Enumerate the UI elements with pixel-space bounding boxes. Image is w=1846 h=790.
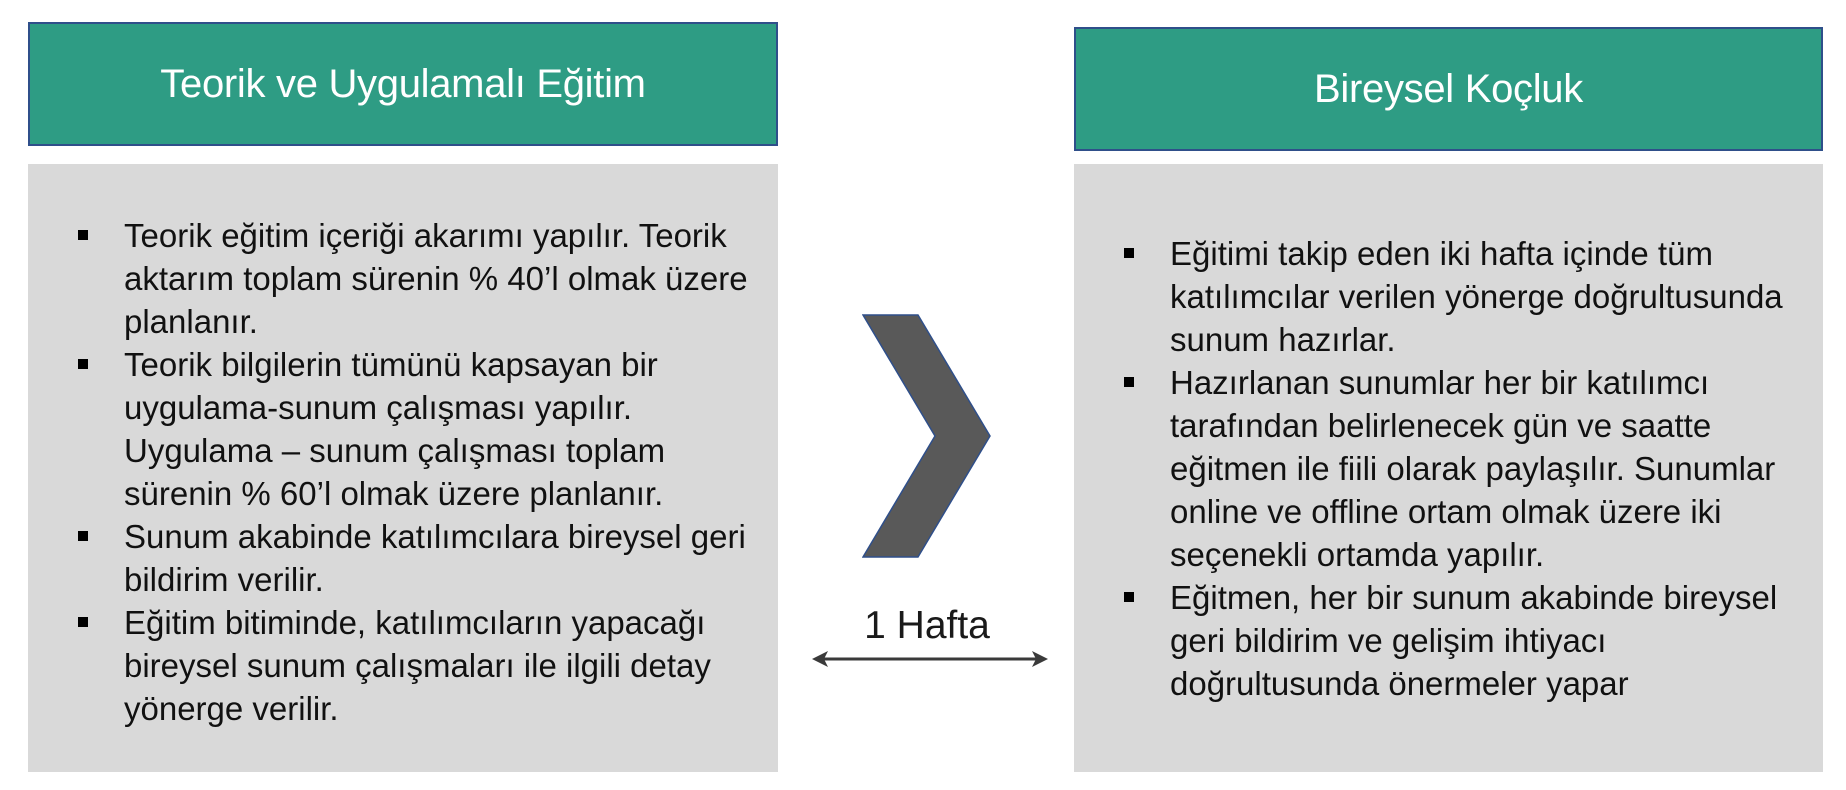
left-bullet-list	[94, 214, 774, 730]
right-stage-panel	[1074, 164, 1823, 772]
left-bullet-item: Sunum akabinde katılımcılara bireysel geri bildirim verilir.	[94, 515, 774, 601]
left-bullet-item: Teorik eğitim içeriği akarımı yapılır. Teorik aktarım toplam sürenin % 40’l olmak üzere planlanır.	[94, 214, 774, 343]
left-bullet-item: Teorik bilgilerin tümünü kapsayan bir uygulama-sunum çalışması yapılır. Uygulama – sunum çalışması toplam sürenin % 60’l olmak üzere planlanır.	[94, 343, 774, 515]
left-stage-header	[28, 22, 778, 146]
right-bullet-item: Eğitmen, her bir sunum akabinde bireysel geri bildirim ve gelişim ihtiyacı doğrultusunda önermeler yapar	[1140, 576, 1820, 705]
duration-label: 1 Hafta	[864, 604, 990, 647]
chevron-right-icon	[862, 314, 992, 558]
left-bullet-item: Eğitim bitiminde, katılımcıların yapacağı bireysel sunum çalışmaları ile ilgili detay yönerge verilir.	[94, 601, 774, 730]
double-arrow-icon	[812, 648, 1048, 670]
right-stage-title: Bireysel Koçluk	[1314, 66, 1583, 111]
right-bullet-list	[1140, 232, 1820, 705]
right-bullet-item: Hazırlanan sunumlar her bir katılımcı tarafından belirlenecek gün ve saatte eğitmen ile fiili olarak paylaşılır. Sunumlar online ve offline ortam olmak üzere iki seçenekli ortamda yapılır.	[1140, 361, 1820, 576]
left-stage-panel	[28, 164, 778, 772]
right-bullet-item: Eğitimi takip eden iki hafta içinde tüm katılımcılar verilen yönerge doğrultusunda sunum hazırlar.	[1140, 232, 1820, 361]
left-stage-title: Teorik ve Uygulamalı Eğitim	[160, 61, 646, 106]
right-stage-header	[1074, 27, 1823, 151]
